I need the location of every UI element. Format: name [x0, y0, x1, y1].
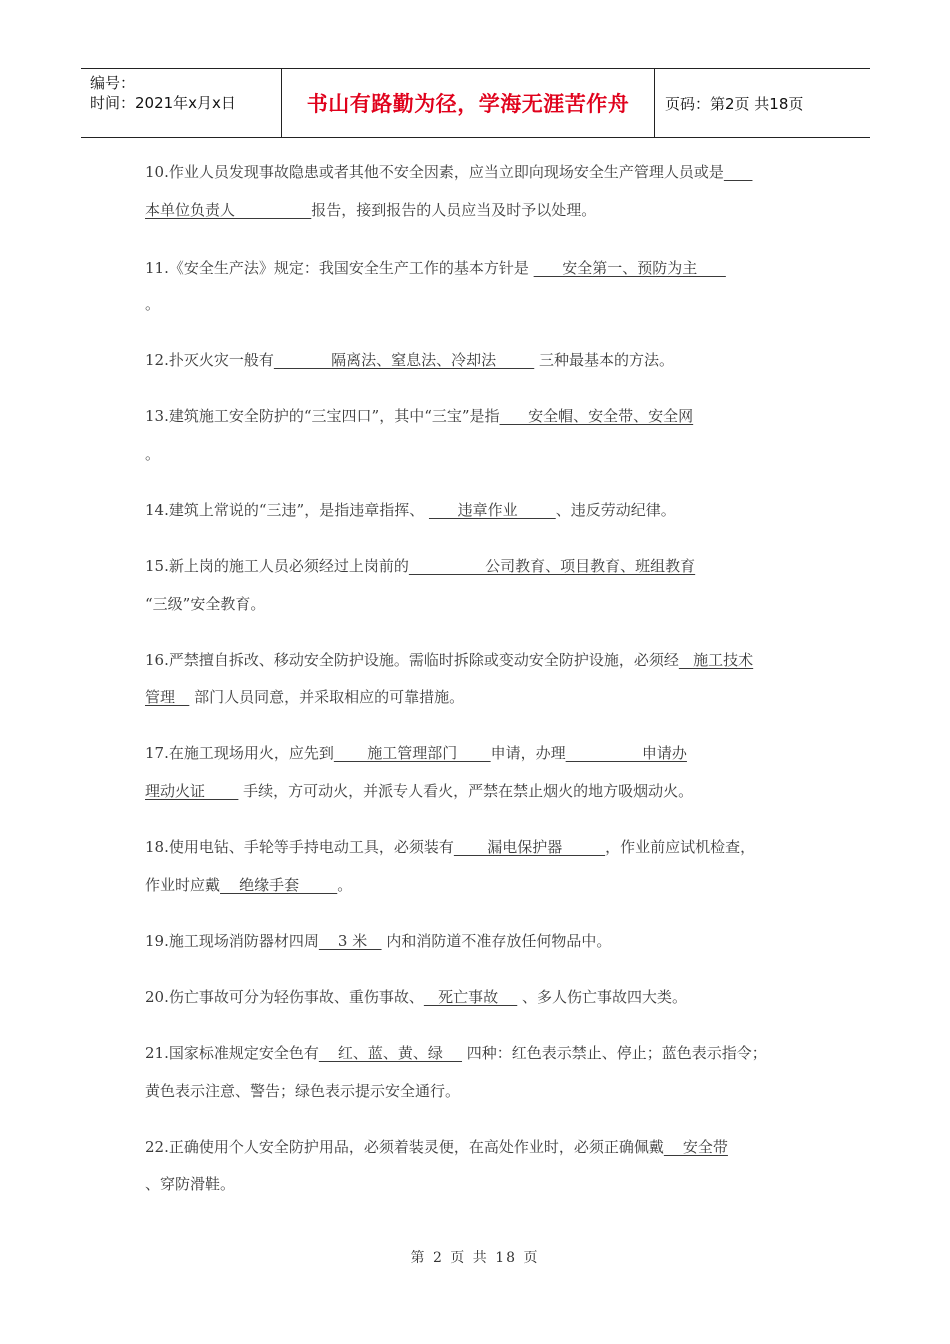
answer-blank: 本单位负责人 — [145, 201, 312, 219]
answer-blank: 施工管理部门 — [333, 744, 491, 762]
question-16-line2: 管理 部门人员同意，并采取相应的可靠措施。 — [145, 688, 465, 706]
answer-blank: 红、蓝、黄、绿 — [318, 1044, 463, 1062]
question-15-line2: “三级”安全教育。 — [145, 595, 266, 613]
question-19: 19.施工现场消防器材四周 3 米 内和消防道不准存放任何物品中。 — [145, 932, 612, 950]
header-slogan: 书山有路勤为径，学海无涯苦作舟 — [282, 69, 655, 137]
answer-blank: 公司教育、项目教育、班组教育 — [408, 557, 696, 575]
answer-blank: 管理 — [145, 688, 190, 706]
question-21-line2: 黄色表示注意、警告；绿色表示提示安全通行。 — [145, 1082, 461, 1100]
answer-blank: 违章作业 — [428, 501, 556, 519]
answer-blank: 绝缘手套 — [220, 876, 338, 894]
answer-blank: 安全带 — [663, 1138, 728, 1156]
question-10-line2: 本单位负责人 报告，接到报告的人员应当及时予以处理。 — [145, 201, 597, 219]
question-17-line2: 理动火证 手续，方可动火，并派专人看火，严禁在禁止烟火的地方吸烟动火。 — [145, 782, 694, 800]
page-header — [81, 68, 870, 138]
question-14: 14.建筑上常说的“三违”，是指违章指挥、 违章作业 、违反劳动纪律。 — [145, 501, 676, 519]
page-footer: 第 2 页 共 18 页 — [410, 1250, 540, 1266]
answer-blank: 施工技术 — [678, 651, 754, 669]
question-13-line1: 13.建筑施工安全防护的“三宝四口”，其中“三宝”是指 安全帽、安全带、安全网 — [145, 407, 694, 425]
question-10-line1: 10.作业人员发现事故隐患或者其他不安全因素，应当立即向现场安全生产管理人员或是 — [145, 162, 752, 182]
header-page-number: 页码：第2页 共18页 — [665, 94, 804, 113]
question-13-line2: 。 — [145, 445, 161, 463]
date-line: 时间：2021年x月x日 — [90, 94, 236, 112]
question-11-line1: 11.《安全生产法》规定：我国安全生产工作的基本方针是 安全第一、预防为主 — [145, 259, 726, 277]
question-15-line1: 15.新上岗的施工人员必须经过上岗前的 公司教育、项目教育、班组教育 — [145, 557, 696, 575]
header-info — [81, 69, 282, 137]
question-17-line1: 17.在施工现场用火，应先到 施工管理部门 申请，办理 申请办 — [145, 744, 687, 762]
answer-blank: 死亡事故 — [423, 988, 518, 1006]
question-22-line1: 22.正确使用个人安全防护用品，必须着装灵便，在高处作业时，必须正确佩戴 安全带 — [145, 1138, 728, 1156]
question-11-line2: 。 — [145, 295, 161, 313]
answer-blank: 3 米 — [318, 932, 382, 950]
question-22-line2: 、穿防滑鞋。 — [145, 1175, 236, 1193]
answer-blank: 申请办 — [565, 744, 687, 762]
question-16-line1: 16.严禁擅自拆改、移动安全防护设施。需临时拆除或变动安全防护设施，必须经 施工技术 — [145, 651, 754, 669]
answer-blank: 隔离法、窒息法、冷却法 — [273, 351, 535, 369]
answer-blank: 漏电保护器 — [453, 838, 606, 856]
question-18-line1: 18.使用电钻、手轮等手持电动工具，必须装有 漏电保护器 ，作业前应试机检查， — [145, 838, 756, 856]
answer-blank: 理动火证 — [145, 782, 239, 800]
answer-blank: 安全第一、预防为主 — [533, 259, 726, 277]
serial-number: 编号： — [90, 74, 136, 92]
question-18-line2: 作业时应戴 绝缘手套 。 — [145, 876, 353, 894]
answer-blank — [724, 163, 753, 181]
question-21-line1: 21.国家标准规定安全色有 红、蓝、黄、绿 四种：红色表示禁止、停止；蓝色表示指令； — [145, 1044, 767, 1062]
question-20: 20.伤亡事故可分为轻伤事故、重伤事故、 死亡事故 、多人伤亡事故四大类。 — [145, 988, 688, 1006]
answer-blank: 安全帽、安全带、安全网 — [499, 407, 694, 425]
question-12: 12.扑灭火灾一般有 隔离法、窒息法、冷却法 三种最基本的方法。 — [145, 351, 675, 369]
